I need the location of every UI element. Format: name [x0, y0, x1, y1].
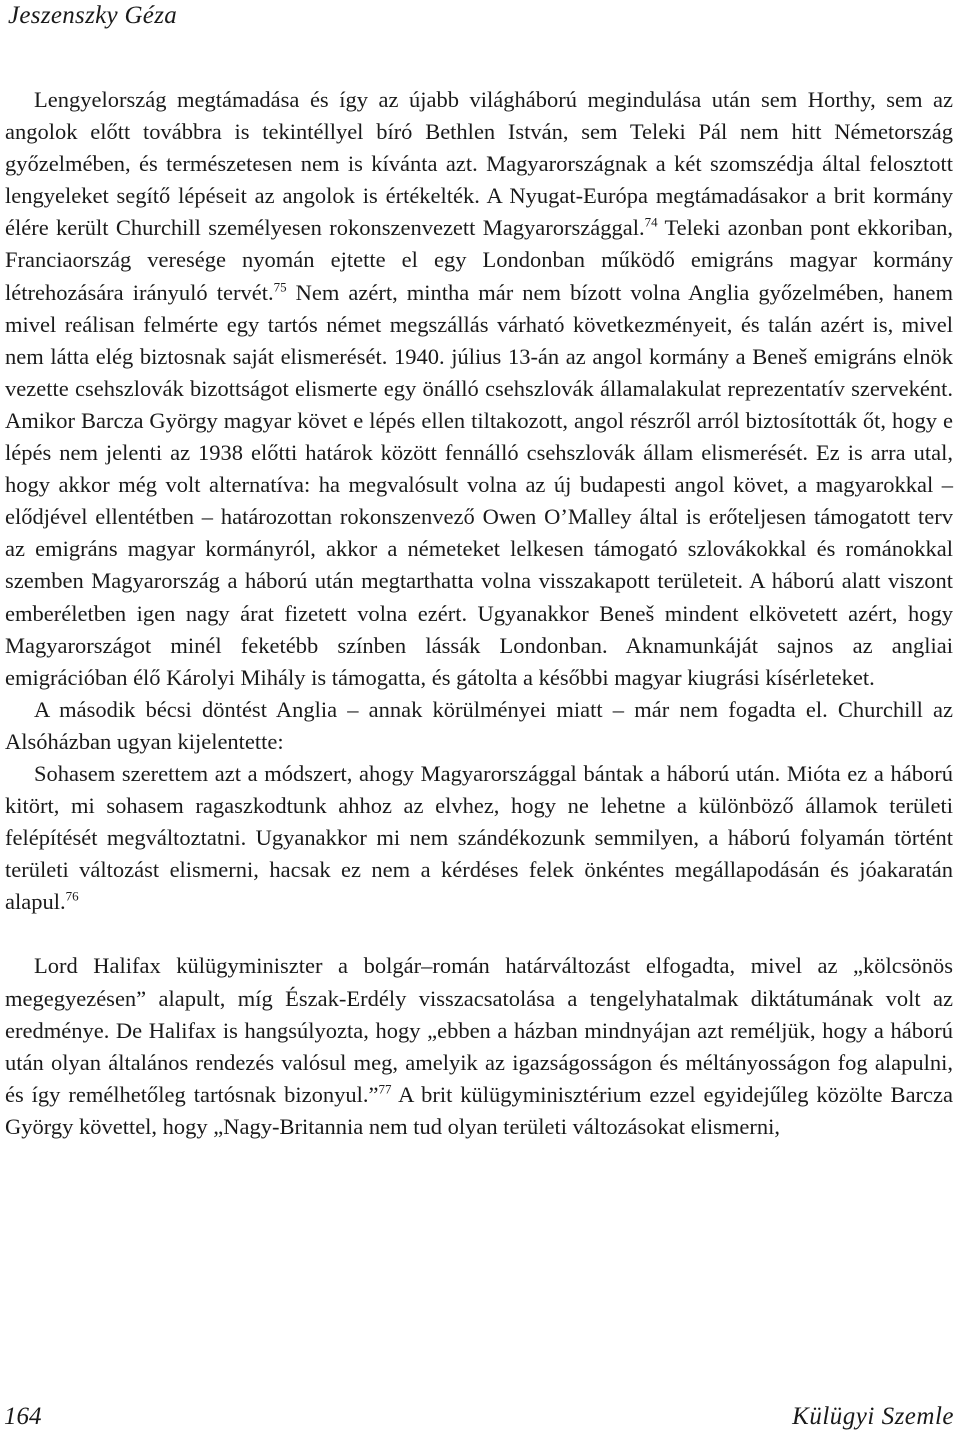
page-number: 164: [4, 1403, 42, 1430]
paragraph-text: Nem azért, mintha már nem bízott volna Anglia győzelmében, hanem mivel reálisan felmérte egy tartós német megszállás várható következményeit, és talán azért is, mivel nem látta elég biztosnak saját elismerését. 1940. július 13-án az angol kormány a Beneš emigráns elnök vezette csehszlovák bizottságot elismerte egy önálló csehszlovák államalakulat reprezentatív szerveként. Amikor Barcza György magyar követ e lépés ellen tiltakozott, angol részről arról biztosították őt, hogy e lépés nem jelenti az 1938 előtti határok között fennálló csehszlovák állam elismerését. Ez is arra utal, hogy akkor még volt alternatíva: ha megvalósult volna az új budapesti angol követ, a magyarokkal – elődjével ellentétben – határozottan rokonszenvező Owen O’Malley által is erőteljesen támogatott terv az emigráns magyar kormányról, akkor a németeket lelkesen támogató szlovákokkal és románokkal szemben Magyarország a háború után megtarthatta volna visszakapott területeit. A háború alatt viszont emberéletben igen nagy árat fizetett volna ezért. Ugyanakkor Beneš mindent elkövetett azért, hogy Magyarországot minél feketébb színben lássák Londonban. Aknamunkáját sajnos az angliai emigrációban élő Károlyi Mihály is támogatta, és gátolta a későbbi magyar kiugrási kísérleteket.: [5, 279, 954, 690]
paragraph: A második bécsi döntést Anglia – annak körülményei miatt – már nem fogadta el. Churchill az Alsóházban ugyan kijelentette:: [5, 696, 953, 754]
footnote-ref[interactable]: 75: [273, 279, 287, 295]
paragraph-text: Teleki azonban pont ekkoriban, Franciaország veresége nyomán ejtette el egy Londonban működő emigráns magyar kormány létrehozására irányuló tervét.: [5, 215, 953, 305]
quote-text: Sohasem szerettem azt a módszert, ahogy Magyarországgal bántak a háború után. Mióta ez a háború kitört, mi sohasem ragaszkodtunk ahhoz az elvhez, hogy ne lehetne a különböző államok területi felépítését megváltoztatni. Ugyanakkor mi nem szándékozunk semmilyen, a háború folyamán történt területi változást elismerni, hacsak ez nem a kérdéses felek önkéntes megállapodásán és jóakaratán alapul.: [5, 760, 953, 915]
paragraph: [5, 84, 953, 694]
body-text: [5, 84, 953, 1143]
footnote-ref[interactable]: 76: [65, 888, 79, 904]
paragraph-text: Lord Halifax külügyminiszter a bolgár–román határváltozást elfogadta, mivel az „kölcsönös megegyezésen” alapult, míg Észak-Erdély visszacsatolása a tengelyhatalmak diktátumának volt az eredménye. De Halifax is hangsúlyozta, hogy „ebben a házban mindnyájan azt reméljük, hogy a háború után olyan általános rendezés valósul meg, amelyik az igazságosságon és méltányosságon fog alapulni, és így remélhetőleg tartósnak bizonyul.”: [5, 953, 953, 1107]
footnote-ref[interactable]: 77: [378, 1081, 392, 1097]
journal-name: Külügyi Szemle: [792, 1403, 954, 1430]
paragraph-text: A brit külügyminisztérium ezzel egyidejűleg közölte Barcza György követtel, hogy „Nagy-Britannia nem tud olyan területi változásokat elismerni,: [5, 1081, 954, 1139]
page-footer: [0, 1403, 960, 1439]
spacer: [5, 918, 953, 950]
block-quote: [5, 758, 953, 918]
paragraph: [5, 950, 953, 1143]
footnote-ref[interactable]: 74: [644, 214, 658, 230]
paragraph-text: Lengyelország megtámadása és így az újabb világháború megindulása után sem Horthy, sem az angolok előtt továbbra is tekintéllyel bíró Bethlen István, sem Teleki Pál nem hitt Németország győzelmében, és természetesen nem is kívánta azt. Magyarországnak a két szomszédja által felosztott lengyeleket segítő lépéseit az angolok is értékelték. A Nyugat-Európa megtámadásakor a brit kormány élére került Churchill személyesen rokonszenvezett Magyarországgal.: [5, 87, 953, 241]
running-title: Jeszenszky Géza: [8, 2, 178, 29]
